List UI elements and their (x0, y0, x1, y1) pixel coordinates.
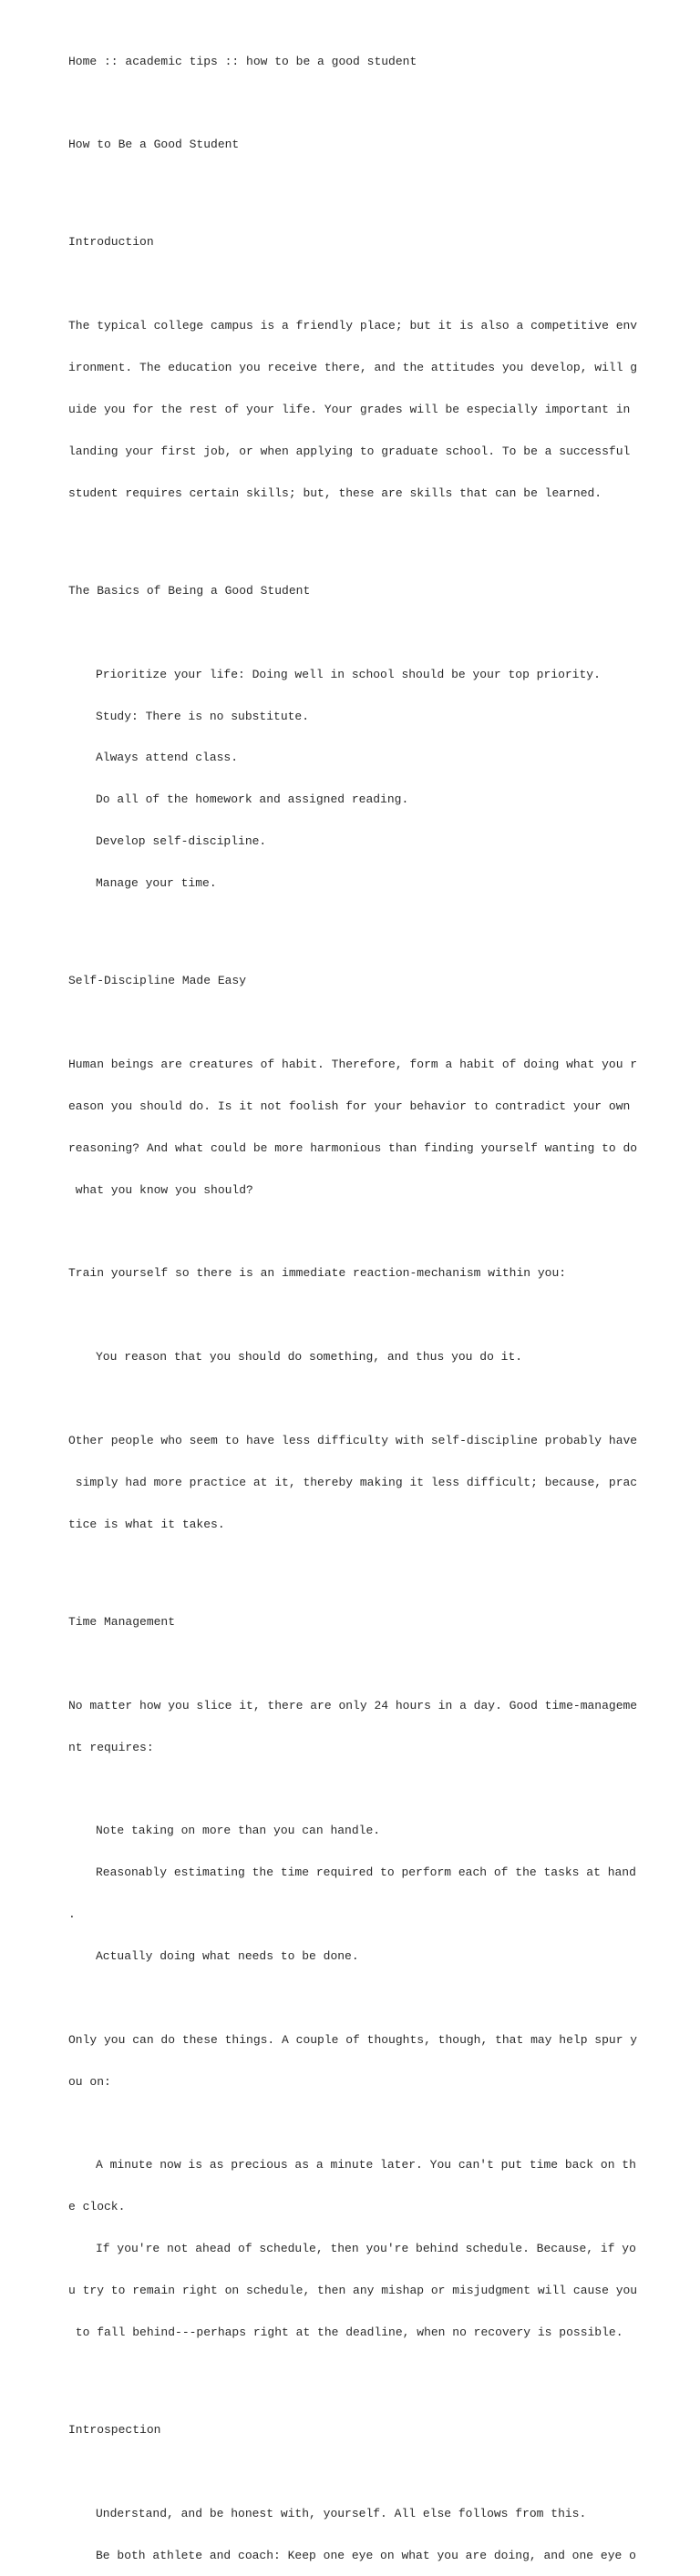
paragraph-line: Human beings are creatures of habit. Therefore, form a habit of doing what you r (68, 1057, 638, 1071)
list-item-wrap: to fall behind---perhaps right at the deadline, when no recovery is possible. (68, 2325, 623, 2339)
spacer (68, 96, 615, 109)
spacer (68, 1782, 615, 1795)
spacer (68, 1225, 615, 1239)
list-item: Note taking on more than you can handle. (96, 1824, 381, 1838)
list-item-wrap: e clock. (68, 2200, 126, 2214)
list-item: Always attend class. (96, 751, 239, 765)
spacer (68, 179, 615, 193)
list-item: Manage your time. (96, 876, 217, 891)
paragraph-line: what you know you should? (68, 1182, 253, 1197)
list-item: Develop self-discipline. (96, 834, 267, 849)
paragraph-line: ironment. The education you receive there, and the attitudes you develop, will g (68, 361, 638, 375)
list-item: If you're not ahead of schedule, then you're behind schedule. Because, if yo (96, 2242, 636, 2256)
section-heading-self-discipline: Self-Discipline Made Easy (68, 974, 247, 988)
paragraph-line: ou on: (68, 2074, 111, 2089)
paragraph-line: The typical college campus is a friendly place; but it is also a competitive env (68, 319, 638, 333)
list-item: Prioritize your life: Doing well in school should be your top priority. (96, 667, 601, 681)
paragraph-line: nt requires: (68, 1740, 154, 1754)
paragraph-line: Only you can do these things. A couple of thoughts, though, that may help spur y (68, 2032, 638, 2047)
paragraph-line: No matter how you slice it, there are only 24 hours in a day. Good time-manageme (68, 1698, 638, 1712)
paragraph-line: eason you should do. Is it not foolish for your behavior to contradict your own (68, 1099, 631, 1113)
section-heading-basics: The Basics of Being a Good Student (68, 583, 311, 598)
section-heading-time-management: Time Management (68, 1614, 176, 1629)
spacer (68, 1016, 615, 1029)
spacer (68, 1657, 615, 1671)
breadcrumb[interactable]: Home :: academic tips :: how to be a good student (68, 54, 417, 68)
paragraph-line: Other people who seem to have less difficulty with self-discipline probably have (68, 1433, 638, 1447)
paragraph-line: student requires certain skills; but, these are skills that can be learned. (68, 486, 602, 500)
spacer (68, 918, 615, 932)
list-item: Actually doing what needs to be done. (96, 1948, 359, 1963)
list-item-wrap: . (68, 1907, 76, 1922)
spacer (68, 1392, 615, 1406)
spacer (68, 1991, 615, 2005)
spacer (68, 1308, 615, 1322)
paragraph-line: Train yourself so there is an immediate reaction-mechanism within you: (68, 1266, 567, 1281)
list-item: Reasonably estimating the time required to perform each of the tasks at hand (96, 1866, 636, 1880)
paragraph-line: landing your first job, or when applying to graduate school. To be a successful (68, 444, 631, 458)
spacer (68, 2367, 615, 2381)
list-item: A minute now is as precious as a minute later. You can't put time back on th (96, 2158, 636, 2172)
list-item: Understand, and be honest with, yourself. All else follows from this. (96, 2506, 587, 2520)
document-body (68, 26, 638, 2576)
list-item: Be both athlete and coach: Keep one eye on what you are doing, and one eye o (96, 2548, 636, 2562)
spacer (68, 2465, 615, 2479)
paragraph-line: uide you for the rest of your life. Your grades will be especially important in (68, 403, 631, 417)
section-heading-introduction: Introduction (68, 235, 154, 250)
spacer (68, 277, 615, 291)
list-item-wrap: u try to remain right on schedule, then any mishap or misjudgment will cause you (68, 2284, 638, 2298)
list-item: Do all of the homework and assigned reading. (96, 792, 409, 807)
spacer (68, 626, 615, 639)
paragraph-line: tice is what it takes. (68, 1517, 225, 1531)
page-title: How to Be a Good Student (68, 138, 240, 152)
paragraph-line: simply had more practice at it, thereby making it less difficult; because, prac (68, 1475, 638, 1489)
spacer (68, 528, 615, 542)
paragraph-line: reasoning? And what could be more harmonious than finding yourself wanting to do (68, 1140, 638, 1155)
quote-line: You reason that you should do something, and thus you do it. (96, 1350, 523, 1365)
spacer (68, 2117, 615, 2131)
section-heading-introspection: Introspection (68, 2423, 161, 2438)
list-item: Study: There is no substitute. (96, 709, 310, 723)
spacer (68, 1559, 615, 1573)
